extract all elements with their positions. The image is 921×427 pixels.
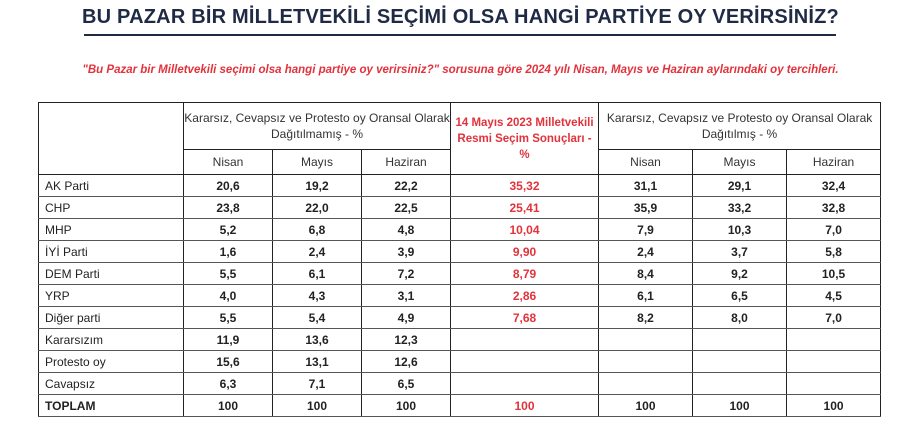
table-row bbox=[39, 329, 881, 351]
value-cell-distributed: 29,1 bbox=[693, 175, 787, 197]
value-cell-distributed: 32,4 bbox=[787, 175, 881, 197]
value-cell-distributed bbox=[787, 329, 881, 351]
table-row bbox=[39, 175, 881, 197]
value-cell-distributed: 6,5 bbox=[693, 285, 787, 307]
value-cell-election-2023: 7,68 bbox=[451, 307, 599, 329]
month-header: Mayıs bbox=[273, 150, 362, 175]
value-cell-distributed: 10,5 bbox=[787, 263, 881, 285]
value-cell-distributed: 35,9 bbox=[599, 197, 693, 219]
value-cell-undistributed: 19,2 bbox=[273, 175, 362, 197]
month-header: Haziran bbox=[787, 150, 881, 175]
value-cell-undistributed: 15,6 bbox=[184, 351, 273, 373]
value-cell-undistributed: 5,5 bbox=[184, 263, 273, 285]
table-row bbox=[39, 219, 881, 241]
month-header: Haziran bbox=[362, 150, 451, 175]
value-cell-election-2023: 9,90 bbox=[451, 241, 599, 263]
value-cell-undistributed: 13,6 bbox=[273, 329, 362, 351]
value-cell-distributed: 100 bbox=[599, 395, 693, 417]
month-header: Nisan bbox=[184, 150, 273, 175]
value-cell-distributed: 7,0 bbox=[787, 219, 881, 241]
row-label: Protesto oy bbox=[39, 351, 184, 373]
table-body bbox=[39, 175, 881, 417]
total-row bbox=[39, 395, 881, 417]
group-header-undistributed: Kararsız, Cevapsız ve Protesto oy Oransal Olarak Dağıtılmamış - % bbox=[184, 103, 451, 150]
row-label: İYİ Parti bbox=[39, 241, 184, 263]
value-cell-distributed: 100 bbox=[693, 395, 787, 417]
value-cell-distributed bbox=[787, 351, 881, 373]
value-cell-distributed bbox=[693, 329, 787, 351]
value-cell-distributed bbox=[599, 329, 693, 351]
value-cell-undistributed: 7,1 bbox=[273, 373, 362, 395]
value-cell-distributed bbox=[599, 351, 693, 373]
row-label: Kararsızım bbox=[39, 329, 184, 351]
value-cell-undistributed: 100 bbox=[184, 395, 273, 417]
value-cell-election-2023: 8,79 bbox=[451, 263, 599, 285]
value-cell-undistributed: 100 bbox=[362, 395, 451, 417]
row-label: MHP bbox=[39, 219, 184, 241]
value-cell-election-2023: 35,32 bbox=[451, 175, 599, 197]
value-cell-undistributed: 3,9 bbox=[362, 241, 451, 263]
row-label: AK Parti bbox=[39, 175, 184, 197]
value-cell-undistributed: 5,2 bbox=[184, 219, 273, 241]
value-cell-election-2023: 10,04 bbox=[451, 219, 599, 241]
value-cell-undistributed: 13,1 bbox=[273, 351, 362, 373]
value-cell-undistributed: 4,3 bbox=[273, 285, 362, 307]
group-header-election-2023: 14 Mayıs 2023 Milletvekili Resmi Seçim Sonuçları - % bbox=[451, 103, 599, 175]
value-cell-undistributed: 12,6 bbox=[362, 351, 451, 373]
value-cell-undistributed: 20,6 bbox=[184, 175, 273, 197]
value-cell-distributed bbox=[599, 373, 693, 395]
value-cell-distributed: 9,2 bbox=[693, 263, 787, 285]
value-cell-distributed: 4,5 bbox=[787, 285, 881, 307]
value-cell-distributed: 7,0 bbox=[787, 307, 881, 329]
value-cell-distributed: 33,2 bbox=[693, 197, 787, 219]
month-header: Nisan bbox=[599, 150, 693, 175]
month-header: Mayıs bbox=[693, 150, 787, 175]
value-cell-undistributed: 11,9 bbox=[184, 329, 273, 351]
value-cell-distributed bbox=[693, 373, 787, 395]
value-cell-undistributed: 5,4 bbox=[273, 307, 362, 329]
value-cell-undistributed: 4,8 bbox=[362, 219, 451, 241]
page-title: BU PAZAR BİR MİLLETVEKİLİ SEÇİMİ OLSA HANGİ PARTİYE OY VERİRSİNİZ? bbox=[82, 6, 839, 28]
value-cell-distributed: 8,4 bbox=[599, 263, 693, 285]
row-label: TOPLAM bbox=[39, 395, 184, 417]
value-cell-distributed bbox=[787, 373, 881, 395]
row-label: CHP bbox=[39, 197, 184, 219]
value-cell-undistributed: 4,9 bbox=[362, 307, 451, 329]
table-row bbox=[39, 197, 881, 219]
value-cell-election-2023 bbox=[451, 373, 599, 395]
value-cell-distributed: 6,1 bbox=[599, 285, 693, 307]
table-row bbox=[39, 263, 881, 285]
value-cell-undistributed: 22,0 bbox=[273, 197, 362, 219]
table-row bbox=[39, 285, 881, 307]
row-label: YRP bbox=[39, 285, 184, 307]
value-cell-distributed: 7,9 bbox=[599, 219, 693, 241]
group-header-distributed: Kararsız, Cevapsız ve Protesto oy Oransal Olarak Dağıtılmış - % bbox=[599, 103, 881, 150]
corner-cell bbox=[39, 103, 184, 175]
table-row bbox=[39, 351, 881, 373]
results-table bbox=[38, 102, 881, 417]
value-cell-distributed: 10,3 bbox=[693, 219, 787, 241]
value-cell-undistributed: 5,5 bbox=[184, 307, 273, 329]
value-cell-undistributed: 7,2 bbox=[362, 263, 451, 285]
row-label: Cavapsız bbox=[39, 373, 184, 395]
value-cell-election-2023 bbox=[451, 351, 599, 373]
value-cell-distributed: 31,1 bbox=[599, 175, 693, 197]
value-cell-election-2023: 25,41 bbox=[451, 197, 599, 219]
title-underline bbox=[84, 34, 836, 36]
value-cell-undistributed: 12,3 bbox=[362, 329, 451, 351]
value-cell-election-2023: 2,86 bbox=[451, 285, 599, 307]
value-cell-distributed: 100 bbox=[787, 395, 881, 417]
value-cell-distributed: 32,8 bbox=[787, 197, 881, 219]
value-cell-undistributed: 1,6 bbox=[184, 241, 273, 263]
value-cell-undistributed: 6,1 bbox=[273, 263, 362, 285]
value-cell-undistributed: 100 bbox=[273, 395, 362, 417]
value-cell-undistributed: 4,0 bbox=[184, 285, 273, 307]
value-cell-undistributed: 3,1 bbox=[362, 285, 451, 307]
value-cell-undistributed: 6,8 bbox=[273, 219, 362, 241]
row-label: DEM Parti bbox=[39, 263, 184, 285]
value-cell-election-2023 bbox=[451, 329, 599, 351]
value-cell-distributed: 2,4 bbox=[599, 241, 693, 263]
value-cell-distributed bbox=[693, 351, 787, 373]
subtitle: "Bu Pazar bir Milletvekili seçimi olsa hangi partiye oy verirsiniz?" sorusuna göre 2024 yılı Nisan, Mayıs ve Haziran aylarındaki oy tercihleri. bbox=[82, 64, 839, 76]
value-cell-undistributed: 6,5 bbox=[362, 373, 451, 395]
value-cell-undistributed: 2,4 bbox=[273, 241, 362, 263]
row-label: Diğer parti bbox=[39, 307, 184, 329]
value-cell-distributed: 8,2 bbox=[599, 307, 693, 329]
value-cell-distributed: 8,0 bbox=[693, 307, 787, 329]
table-row bbox=[39, 373, 881, 395]
value-cell-distributed: 5,8 bbox=[787, 241, 881, 263]
value-cell-undistributed: 22,5 bbox=[362, 197, 451, 219]
value-cell-undistributed: 23,8 bbox=[184, 197, 273, 219]
value-cell-undistributed: 6,3 bbox=[184, 373, 273, 395]
table-row bbox=[39, 307, 881, 329]
value-cell-distributed: 3,7 bbox=[693, 241, 787, 263]
value-cell-undistributed: 22,2 bbox=[362, 175, 451, 197]
value-cell-election-2023: 100 bbox=[451, 395, 599, 417]
table-row bbox=[39, 241, 881, 263]
